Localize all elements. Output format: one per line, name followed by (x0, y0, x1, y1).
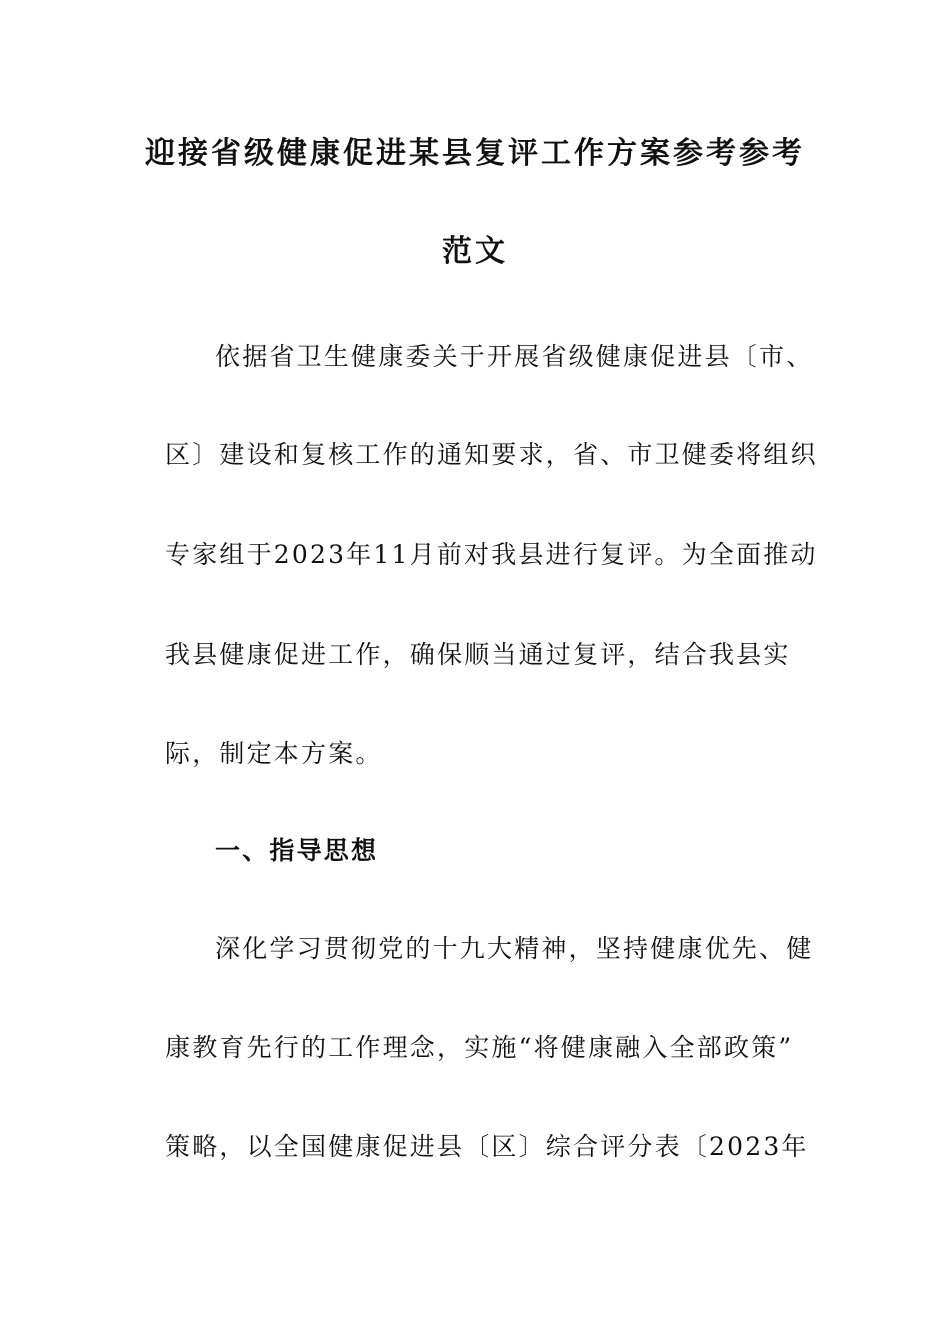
paragraph-1-line-5: 际，制定本方案。 (165, 739, 383, 768)
paragraph-1-line-3: 专家组于2023年11月前对我县进行复评。为全面推动 (165, 540, 818, 569)
paragraph-2-line-1: 深化学习贯彻党的十九大精神，坚持健康优先、健 (215, 934, 814, 963)
paragraph-1-line-4: 我县健康促进工作，确保顺当通过复评，结合我县实 (165, 640, 791, 669)
section-1-heading: 一、指导思想 (215, 836, 379, 865)
paragraph-1-line-1: 依据省卫生健康委关于开展省级健康促进县〔市、 (215, 342, 814, 371)
paragraph-1-line-2: 区〕建设和复核工作的通知要求，省、市卫健委将组织 (165, 440, 818, 469)
document-title-line-1: 迎接省级健康促进某县复评工作方案参考参考 (145, 136, 805, 171)
document-title-line-2: 范文 (442, 234, 508, 269)
paragraph-2-line-3: 策略，以全国健康促进县〔区〕综合评分表〔2023年 (165, 1132, 809, 1161)
paragraph-2-line-2: 康教育先行的工作理念，实施“将健康融入全部政策” (165, 1033, 794, 1062)
